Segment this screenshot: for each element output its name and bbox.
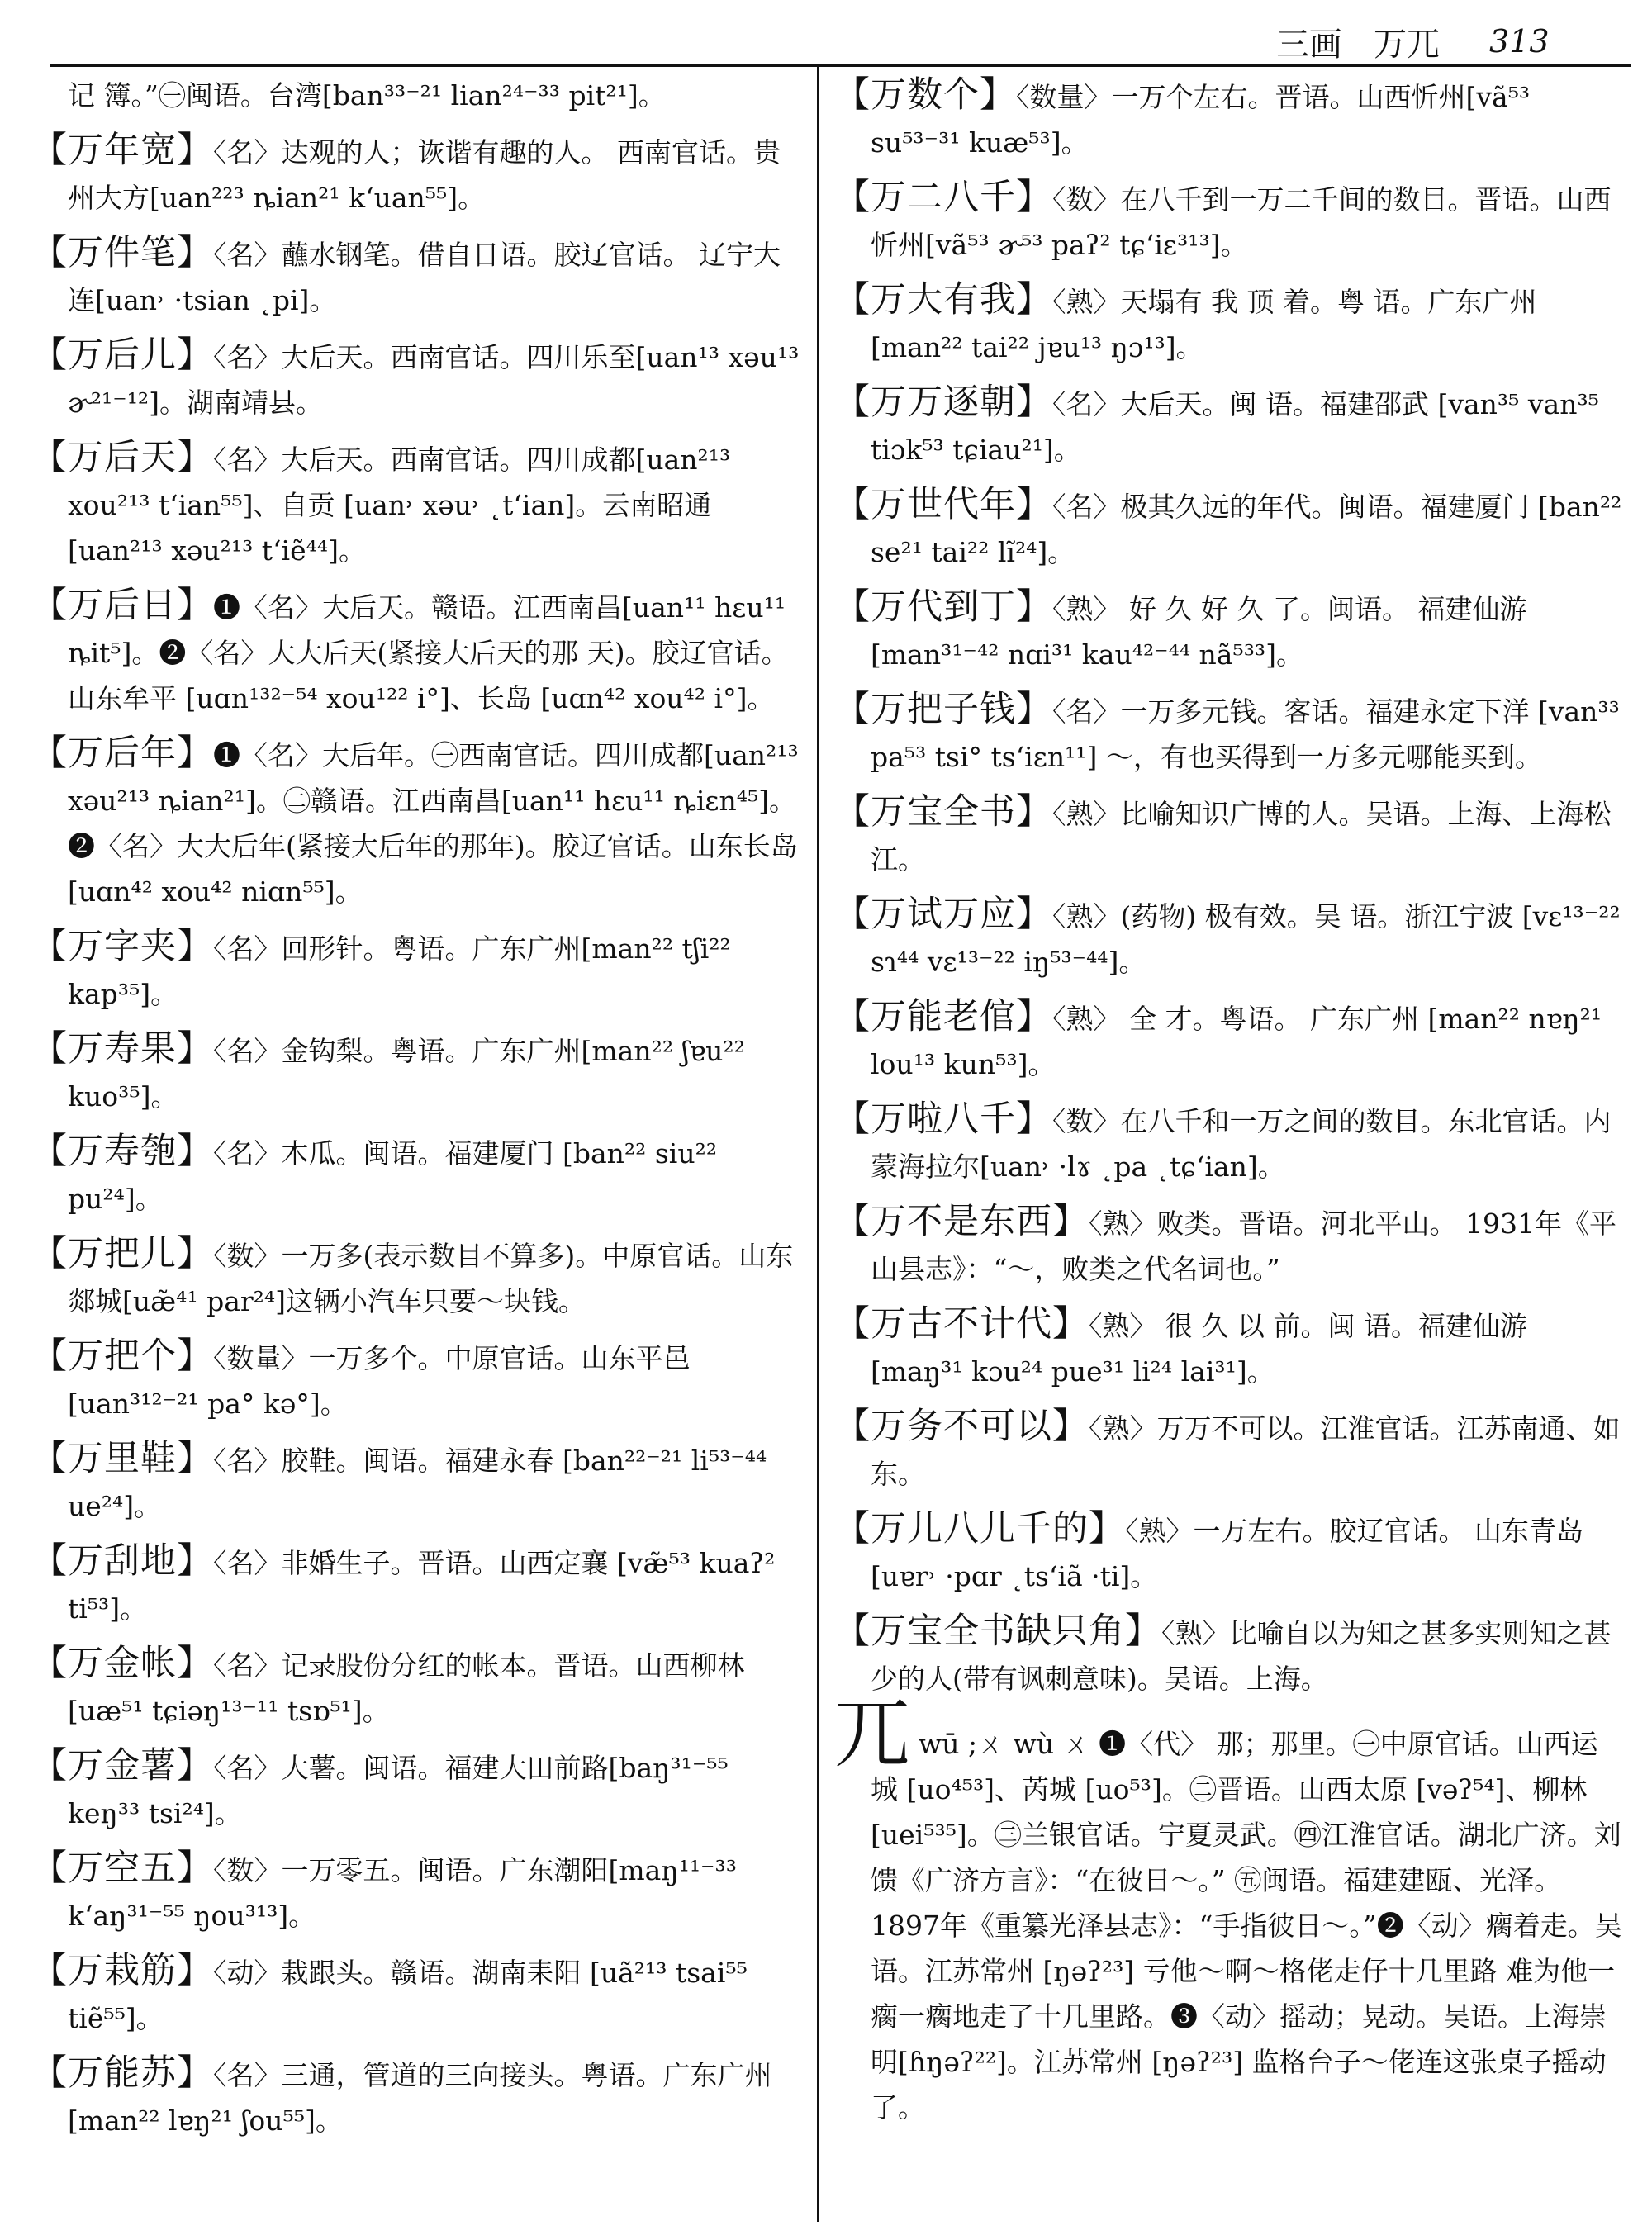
dictionary-entry xyxy=(31,333,804,425)
dictionary-entry xyxy=(31,1846,804,1938)
entry-headword: 【万务不可以】 xyxy=(834,1406,1089,1447)
right-column xyxy=(834,73,1623,2140)
entry-headword: 【万把儿】 xyxy=(31,1233,213,1274)
entry-headword: 【万栽筋】 xyxy=(31,1950,213,1991)
dictionary-entry xyxy=(31,924,804,1017)
dictionary-entry xyxy=(31,1231,804,1324)
entry-headword: 【万不是东西】 xyxy=(834,1201,1089,1242)
entry-definition: 〈名〉大后天。西南官话。四川乐至[uan¹³ xəu¹³ ɚ²¹⁻¹²]。湖南靖县。 xyxy=(68,341,800,419)
dictionary-entry xyxy=(834,1506,1623,1599)
dictionary-entry xyxy=(31,1334,804,1426)
entry-definition: 〈名〉回形针。粤语。广东广州[man²² tʃi²² kap³⁵]。 xyxy=(68,932,731,1010)
dictionary-entry xyxy=(834,790,1623,882)
dictionary-entry xyxy=(31,1641,804,1734)
entry-definition: 〈名〉三通，管道的三向接头。粤语。广东广州[man²² lɐŋ²¹ ʃou⁵⁵]。 xyxy=(68,2059,772,2137)
running-header xyxy=(1276,12,1623,71)
entry-headword: 【万啦八千】 xyxy=(834,1098,1052,1140)
entry-definition: 〈名〉金钩梨。粤语。广东广州[man²² ʃɐu²² kuo³⁵]。 xyxy=(68,1035,745,1113)
entry-headword: 【万儿八儿千的】 xyxy=(834,1508,1125,1549)
entry-definition: 〈名〉非婚生子。晋语。山西定襄 [væ̃⁵³ kuaʔ² ti⁵³]。 xyxy=(68,1547,776,1625)
entry-definition: 〈熟〉(药物) 极有效。吴 语。浙江宁波 [vɛ¹³⁻²² sɿ⁴⁴ vɛ¹³⁻²² iŋ⁵³⁻⁴⁴]。 xyxy=(871,900,1621,978)
dictionary-entry xyxy=(834,482,1623,575)
entry-headword: 【万数个】 xyxy=(834,74,1016,116)
entry-definition: 〈熟〉比喻自以为知之甚多实则知之甚少的人(带有讽刺意味)。吴语。上海。 xyxy=(871,1617,1612,1695)
entry-headword: 【万后儿】 xyxy=(31,334,213,376)
entry-headword: 【万年宽】 xyxy=(31,130,213,171)
dictionary-entry xyxy=(31,230,804,323)
dictionary-entry xyxy=(834,1097,1623,1189)
entry-headword: 【万后天】 xyxy=(31,437,213,478)
dictionary-entry xyxy=(834,1609,1623,1701)
column-divider xyxy=(817,66,819,2222)
entry-definition: wū ;ㄨ wù ㄨ ❶〈代〉 那；那里。㊀中原官话。山西运城 [uo⁴⁵³]、芮城 [uo⁵³]。㊁晋语。山西太原 [vəʔ⁵⁴]、柳林 [uei⁵³⁵]。㊂兰银官话。宁夏灵武。㊃江淮官话。湖北广济。刘馈《广济方言》：“在彼日～。” ㊄闽语。福建建瓯、光泽。1897年《重纂光泽县志》：“手指彼日～。”❷〈动〉瘸着走。吴语。江苏常州 [ŋəʔ²³] 亏他～啊～格佬走仔十几里路 难为他一瘸一瘸地走了十几里路。❸〈动〉摇动；晃动。吴语。上海崇明[ɦŋəʔ²²]。江苏常州 [ŋəʔ²³] 监格台子～佬连这张桌子摇动了。 xyxy=(871,1728,1622,2123)
entry-definition: 〈数〉在八千和一万之间的数目。东北官话。内蒙海拉尔[uan˒ ·lɤ ˛pa ˛tɕ‘ian]。 xyxy=(871,1105,1612,1183)
dictionary-entry xyxy=(834,585,1623,677)
entry-headword: 【万试万应】 xyxy=(834,894,1052,935)
entry-definition: 〈熟〉比喻知识广博的人。吴语。上海、上海松江。 xyxy=(871,798,1612,875)
entry-headword: 【万寿果】 xyxy=(31,1028,213,1070)
dictionary-entry xyxy=(834,1199,1623,1292)
entry-definition: ❶〈名〉大后天。赣语。江西南昌[uan¹¹ hɛu¹¹ ȵit⁵]。❷〈名〉大大后天(紧接大后天的那 天)。胶辽官话。 山东牟平 [uɑn¹³²⁻⁵⁴ xou¹²² i°]、长岛 [uɑn⁴² xou⁴² i°]。 xyxy=(68,591,789,714)
entry-headword: 【万把子钱】 xyxy=(834,689,1052,730)
dictionary-entry xyxy=(31,435,804,573)
entry-definition: 〈名〉大薯。闽语。福建大田前路[baŋ³¹⁻⁵⁵ keŋ³³ tsi²⁴]。 xyxy=(68,1752,729,1829)
entry-headword: 【万金薯】 xyxy=(31,1745,213,1786)
dictionary-entry xyxy=(31,1948,804,2041)
entry-headword: 【万字夹】 xyxy=(31,926,213,967)
dictionary-entry xyxy=(31,128,804,221)
entry-headword: 【万件笔】 xyxy=(31,232,213,273)
entry-definition: 〈熟〉万万不可以。江淮官话。江苏南通、如东。 xyxy=(871,1412,1621,1490)
dictionary-entry xyxy=(834,994,1623,1087)
entry-definition: 〈数量〉一万多个。中原官话。山东平邑 [uan³¹²⁻²¹ pa° kə°]。 xyxy=(68,1342,691,1420)
entry-definition: 〈名〉蘸水钢笔。借自日语。胶辽官话。 辽宁大连[uan˒ ·tsian ˛pi]。 xyxy=(68,239,781,316)
entry-headword: 【万金帐】 xyxy=(31,1643,213,1684)
dictionary-entry xyxy=(834,278,1623,370)
dictionary-entry xyxy=(834,1404,1623,1497)
entry-headword: 【万后年】 xyxy=(31,733,213,774)
entry-definition: 〈熟〉 好 久 好 久 了。闽语。 福建仙游 [man³¹⁻⁴² nɑi³¹ kau⁴²⁻⁴⁴ nã⁵³³]。 xyxy=(871,593,1527,671)
section-label: 三画 xyxy=(1276,25,1342,64)
dictionary-entry xyxy=(31,73,804,118)
entry-headword: 【万世代年】 xyxy=(834,484,1052,525)
entry-headword: 兀 xyxy=(834,1690,911,1778)
entry-definition: 〈名〉记录股份分红的帐本。晋语。山西柳林[uæ⁵¹ tɕiəŋ¹³⁻¹¹ tsɒ⁵¹]。 xyxy=(68,1649,745,1727)
entry-headword: 【万空五】 xyxy=(31,1848,213,1889)
entry-headword: 【万万逐朝】 xyxy=(834,382,1052,423)
entry-definition: ❶〈名〉大后年。㊀西南官话。四川成都[uan²¹³ xəu²¹³ ȵian²¹]。㊁赣语。江西南昌[uan¹¹ hɛu¹¹ ȵiɛn⁴⁵]。❷〈名〉大大后年(紧接大后年的那年)。胶辽官话。山东长岛[uɑn⁴² xou⁴² niɑn⁵⁵]。 xyxy=(68,739,799,908)
entry-headword: 【万二八千】 xyxy=(834,177,1052,218)
entry-headword: 【万大有我】 xyxy=(834,279,1052,320)
entry-definition: 〈名〉一万多元钱。客话。福建永定下洋 [van³³ pa⁵³ tsi° ts‘iɛn¹¹] ～，有也买得到一万多元哪能买到。 xyxy=(871,695,1620,773)
entry-headword: 【万古不计代】 xyxy=(834,1303,1089,1345)
entry-definition: 〈名〉达观的人；诙谐有趣的人。 西南官话。贵州大方[uan²²³ ȵian²¹ k‘uan⁵⁵]。 xyxy=(68,136,781,214)
left-column xyxy=(31,73,804,2153)
dictionary-entry xyxy=(834,175,1623,268)
entry-headword: 【万能苏】 xyxy=(31,2052,213,2094)
dictionary-entry xyxy=(31,1744,804,1836)
dictionary-entry xyxy=(834,73,1623,165)
entry-headword: 【万把个】 xyxy=(31,1336,213,1377)
entry-definition: 〈熟〉天塌有 我 顶 着。粤 语。广东广州 [man²² tai²² jɐu¹³ ŋɔ¹³]。 xyxy=(871,286,1537,363)
entry-headword: 【万代到丁】 xyxy=(834,586,1052,628)
dictionary-entry xyxy=(834,1690,1623,2130)
dictionary-entry xyxy=(31,1027,804,1119)
entry-headword: 【万寿匏】 xyxy=(31,1131,213,1172)
dictionary-entry xyxy=(834,892,1623,985)
entry-definition: 〈名〉大后天。西南官话。四川成都[uan²¹³ xou²¹³ t‘ian⁵⁵]、自贡 [uan˒ xəu˒ ˛t‘ian]。云南昭通[uan²¹³ xəu²¹³ t‘iẽ⁴⁴]。 xyxy=(68,444,731,567)
entry-definition: 〈名〉极其久远的年代。闽语。福建厦门 [ban²² se²¹ tai²² lĩ²⁴]。 xyxy=(871,491,1622,568)
entry-headword: 【万后日】 xyxy=(31,585,213,626)
entry-definition: 〈数〉一万零五。闽语。广东潮阳[maŋ¹¹⁻³³ k‘aŋ³¹⁻⁵⁵ ŋou³¹³]。 xyxy=(68,1854,737,1932)
entry-definition: 〈动〉栽跟头。赣语。湖南耒阳 [uã²¹³ tsai⁵⁵ tiẽ⁵⁵]。 xyxy=(68,1957,748,2034)
page-number: 313 xyxy=(1489,23,1550,59)
dictionary-entry xyxy=(31,1436,804,1529)
dictionary-entry xyxy=(31,583,804,721)
header-rule xyxy=(50,64,1631,67)
entry-headword: 【万刮地】 xyxy=(31,1540,213,1582)
dictionary-entry xyxy=(31,731,804,914)
entry-headword: 【万宝全书】 xyxy=(834,791,1052,833)
entry-headword: 【万宝全书缺只角】 xyxy=(834,1611,1161,1652)
entry-definition: 〈名〉大后天。闽 语。福建邵武 [van³⁵ van³⁵ tiɔk⁵³ tɕiau²¹]。 xyxy=(871,388,1599,466)
dictionary-entry xyxy=(834,1302,1623,1394)
entry-definition: 〈熟〉 很 久 以 前。闽 语。福建仙游 [maŋ³¹ kɔu²⁴ pue³¹ li²⁴ lai³¹]。 xyxy=(871,1310,1527,1388)
entry-definition: 〈数〉在八千到一万二千间的数目。晋语。山西忻州[vã⁵³ ɚ⁵³ paʔ² tɕ‘iɛ³¹³]。 xyxy=(871,183,1612,261)
entry-definition: 〈熟〉败类。晋语。河北平山。 1931年《平山县志》：“～，败类之代名词也。” xyxy=(871,1208,1616,1285)
dictionary-entry xyxy=(834,687,1623,780)
entry-definition: 记 簿。”㊀闽语。台湾[ban³³⁻²¹ lian²⁴⁻³³ pit²¹]。 xyxy=(68,79,666,112)
entry-headword: 【万里鞋】 xyxy=(31,1438,213,1479)
entry-definition: 〈名〉胶鞋。闽语。福建永春 [ban²²⁻²¹ li⁵³⁻⁴⁴ ue²⁴]。 xyxy=(68,1445,767,1522)
entry-definition: 〈熟〉 全 才。粤语。 广东广州 [man²² nɐŋ²¹ lou¹³ kun⁵³]。 xyxy=(871,1003,1602,1080)
dictionary-entry xyxy=(31,2051,804,2143)
entry-headword: 【万能老倌】 xyxy=(834,996,1052,1037)
entry-definition: 〈名〉木瓜。闽语。福建厦门 [ban²² siu²² pu²⁴]。 xyxy=(68,1137,718,1215)
dictionary-entry xyxy=(31,1539,804,1631)
dictionary-entry xyxy=(31,1129,804,1222)
entry-definition: 〈熟〉一万左右。胶辽官话。 山东青岛[uɐr˒ ·pɑr ˛ts‘iã ·ti]。 xyxy=(871,1515,1583,1592)
entry-definition: 〈数〉一万多(表示数目不算多)。中原官话。山东郯城[uæ̃⁴¹ par²⁴]这辆小汽车只要～块钱。 xyxy=(68,1240,794,1317)
header-characters: 万兀 xyxy=(1374,25,1440,64)
dictionary-entry xyxy=(834,380,1623,472)
entry-definition: 〈数量〉一万个左右。晋语。山西忻州[vã⁵³ su⁵³⁻³¹ kuæ⁵³]。 xyxy=(871,81,1531,159)
